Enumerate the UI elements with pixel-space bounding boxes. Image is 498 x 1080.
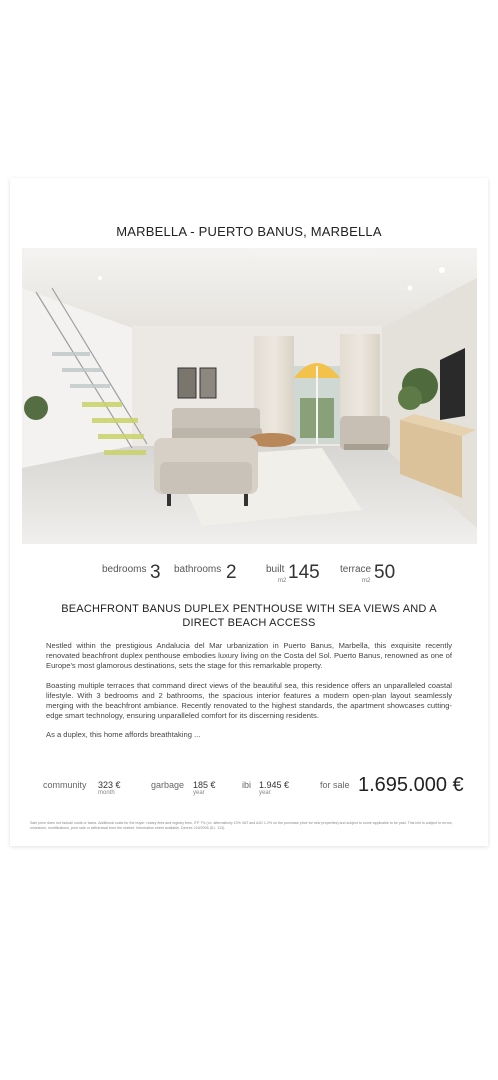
bedrooms-label: bedrooms bbox=[102, 564, 147, 575]
community-value: 323 € bbox=[98, 780, 121, 790]
property-stats bbox=[10, 560, 488, 588]
terrace-unit: m2 bbox=[362, 578, 371, 584]
description-paragraph-1: Nestled within the prestigious Andalucia del Mar urbanization in Puerto Banus, Marbella, this exquisite recently renovated beachfront duplex penthouse embodies luxury living on the Costa del Sol. Puerto Banus, renowned as one of Europe's most glamorous destinations, sets the stage for this remarkable property. bbox=[46, 641, 452, 671]
listing-description bbox=[46, 641, 452, 750]
living-room-photo-illustration bbox=[22, 248, 477, 544]
property-photo bbox=[22, 248, 477, 544]
built-unit: m2 bbox=[278, 578, 287, 584]
description-paragraph-3: As a duplex, this home affords breathtaking ... bbox=[46, 730, 201, 740]
terrace-value: 50 bbox=[374, 562, 396, 583]
page-top-background bbox=[0, 0, 498, 178]
for-sale-label: for sale bbox=[320, 780, 350, 790]
garbage-label: garbage bbox=[151, 780, 185, 790]
community-period: month bbox=[98, 790, 115, 796]
costs-row bbox=[10, 774, 488, 804]
garbage-period: year bbox=[193, 790, 205, 796]
built-label: built bbox=[266, 564, 285, 575]
ibi-label: ibi bbox=[242, 780, 252, 790]
community-label: community bbox=[43, 780, 87, 790]
garbage-value: 185 € bbox=[193, 780, 216, 790]
ibi-period: year bbox=[259, 790, 271, 796]
bathrooms-value: 2 bbox=[226, 562, 237, 583]
built-value: 145 bbox=[288, 562, 320, 583]
description-paragraph-2: Boasting multiple terraces that command direct views of the beautiful sea, this residence offers an unparalleled coastal lifestyle. With 3 bedrooms and 2 bathrooms, the spacious interior features a modern open-plan layout seamlessly merging with the beachfront ambiance. Recently renovated to the highest standards, the apartment showcases cutting-edge smart technology, ensuring unparalleled comfort for its discerning residents. bbox=[46, 680, 452, 721]
listing-location: MARBELLA - PUERTO BANUS, MARBELLA bbox=[116, 224, 382, 239]
listing-headline: BEACHFRONT BANUS DUPLEX PENTHOUSE WITH SEA VIEWS AND A DIRECT BEACH ACCESS bbox=[61, 603, 437, 629]
terrace-label: terrace bbox=[340, 564, 372, 575]
ibi-value: 1.945 € bbox=[259, 780, 290, 790]
bathrooms-label: bathrooms bbox=[174, 564, 222, 575]
bedrooms-value: 3 bbox=[150, 562, 161, 583]
listing-sheet bbox=[10, 178, 488, 846]
legal-disclaimer: Sale price does not include costs or taxes. Additional costs for the buyer: notary fees and registry fees, ITP 7% (i.e. alternatively 10% VAT and AJD 1.2% on the purchase price for new properties) and subject to some applicable to be paid. This info is subject to errors, omissions, modifications, prior sale or withdrawal from the market. Information sheet available, Decree 218/2005 (D.I. 113). bbox=[30, 821, 453, 830]
sale-price: 1.695.000 € bbox=[358, 774, 464, 796]
